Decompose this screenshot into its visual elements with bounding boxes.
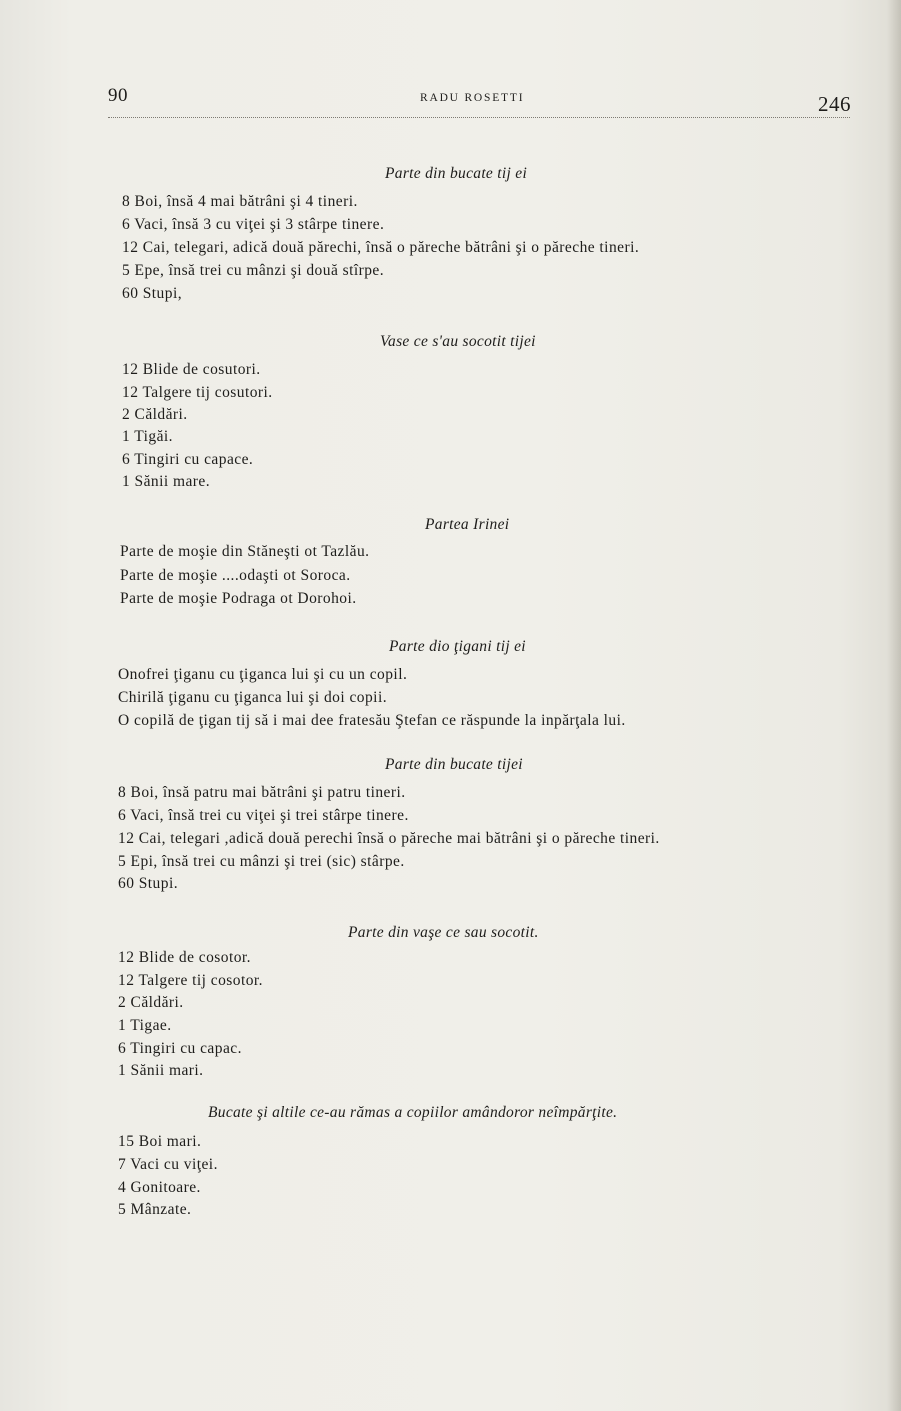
section-heading: Parte din vaşe ce sau socotit.: [348, 924, 539, 941]
text-line: 2 Căldări.: [122, 406, 188, 423]
text-line: 12 Cai, telegari, adică două părechi, însă o păreche bătrâni şi o păreche tineri.: [122, 239, 640, 256]
section-heading: Parte din bucate tij ei: [385, 165, 528, 182]
text-line: 12 Blide de cosotor.: [118, 949, 251, 966]
page-edge-shadow: [887, 0, 901, 1411]
text-line: 8 Boi, însă 4 mai bătrâni şi 4 tineri.: [122, 193, 358, 210]
text-line: Onofrei ţiganu cu ţiganca lui şi cu un copil.: [118, 666, 408, 683]
text-line: 1 Tigăi.: [122, 428, 173, 445]
section-heading: Parte dio ţigani tij ei: [389, 638, 526, 655]
text-line: Parte de moşie ....odaşti ot Soroca.: [120, 567, 351, 584]
text-line: 12 Blide de cosutori.: [122, 361, 261, 378]
text-line: 6 Vaci, însă 3 cu viţei şi 3 stârpe tinere.: [122, 216, 385, 233]
text-line: 12 Cai, telegari ,adică două perechi însă o păreche mai bătrâni şi o păreche tineri.: [118, 830, 660, 847]
text-line: 60 Stupi,: [122, 285, 183, 302]
section-heading: Vase ce s'au socotit tijei: [380, 333, 536, 350]
text-line: 5 Epi, însă trei cu mânzi şi trei (sic) stârpe.: [118, 853, 405, 870]
page-number-right: 246: [818, 92, 851, 116]
header-rule: [108, 117, 850, 118]
text-line: 1 Sănii mare.: [122, 473, 211, 490]
text-line: 6 Tingiri cu capace.: [122, 451, 254, 468]
text-line: O copilă de ţigan tij să i mai dee fratesău Ştefan ce răspunde la inpărţala lui.: [118, 712, 626, 729]
text-line: 1 Sănii mari.: [118, 1062, 204, 1079]
section-heading: Partea Irinei: [425, 516, 510, 533]
page-number-left: 90: [108, 85, 128, 106]
text-line: 6 Tingiri cu capac.: [118, 1040, 242, 1057]
text-line: Chirilă ţiganu cu ţiganca lui şi doi copii.: [118, 689, 388, 706]
text-line: 5 Epe, însă trei cu mânzi şi două stîrpe.: [122, 262, 385, 279]
text-line: 1 Tigae.: [118, 1017, 172, 1034]
text-line: 6 Vaci, însă trei cu viţei şi trei stârpe tinere.: [118, 807, 409, 824]
section-heading: Bucate şi altile ce-au rămas a copiilor amândoror neîmpărţite.: [208, 1104, 618, 1121]
text-line: Parte de moşie Podraga ot Dorohoi.: [120, 590, 357, 607]
text-line: 15 Boi mari.: [118, 1133, 202, 1150]
text-line: 8 Boi, însă patru mai bătrâni şi patru tineri.: [118, 784, 406, 801]
running-head: RADU ROSETTI: [420, 92, 525, 104]
text-line: 5 Mânzate.: [118, 1201, 192, 1218]
section-heading: Parte din bucate tijei: [385, 756, 523, 773]
text-line: 60 Stupi.: [118, 875, 179, 892]
text-line: 2 Căldări.: [118, 994, 184, 1011]
text-line: 4 Gonitoare.: [118, 1179, 201, 1196]
text-line: Parte de moşie din Stăneşti ot Tazlău.: [120, 543, 370, 560]
text-line: 12 Talgere tij cosotor.: [118, 972, 264, 989]
text-line: 7 Vaci cu viţei.: [118, 1156, 218, 1173]
text-line: 12 Talgere tij cosutori.: [122, 384, 273, 401]
